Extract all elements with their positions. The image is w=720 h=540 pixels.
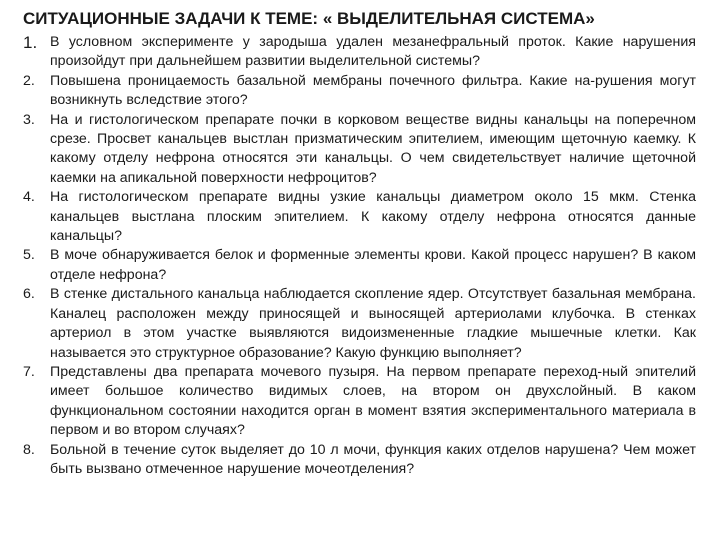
task-item-8 [23, 441, 696, 480]
task-text: На гистологическом препарате видны узкие канальцы диаметром около 15 мкм. Стенка канальцев выстлана плоским эпителием. К какому отделу нефрона относятся данные канальцы? [50, 189, 696, 245]
task-text: Представлены два препарата мочевого пузыря. На первом препарате переход-ный эпителий имеет большое количество видимых слоев, на втором он двухслойный. В каком функциональном состоянии находится орган в момент взятия экспериментального материала в первом и во втором случаях? [50, 363, 696, 439]
task-number: 8. [23, 441, 35, 458]
task-number: 7. [23, 363, 35, 380]
task-item-5 [23, 246, 696, 285]
task-item-6 [23, 285, 696, 363]
task-item-2 [23, 72, 696, 111]
task-number: 4. [23, 189, 35, 206]
task-number: 5. [23, 247, 35, 264]
task-item-3 [23, 111, 696, 189]
task-text: В моче обнаруживается белок и форменные элементы крови. Какой процесс нарушен? В каком отделе нефрона? [50, 247, 696, 283]
task-item-1 [23, 33, 696, 72]
task-number: 3. [23, 111, 35, 128]
task-number: 2. [23, 72, 35, 89]
task-text: На и гистологическом препарате почки в корковом веществе видны канальцы на поперечном срезе. Просвет канальцев выстлан призматическим эпителием, имеющим щеточную каемку. К какому отделу нефрона относятся эти канальцы. О чем свидетельствует наличие щеточной каемки на апикальной поверхности нефроцитов? [50, 111, 696, 186]
task-number: 1. [23, 33, 38, 52]
task-text: В условном эксперименте у зародыша удален мезанефральный проток. Какие нарушения произойдут при дальнейшем развитии выделительной системы? [50, 34, 696, 70]
task-item-4 [23, 188, 696, 246]
task-item-7 [23, 363, 696, 441]
page-title: СИТУАЦИОННЫЕ ЗАДАЧИ К ТЕМЕ: « ВЫДЕЛИТЕЛЬНАЯ СИСТЕМА» [23, 9, 595, 28]
task-number: 6. [23, 286, 35, 303]
task-list [23, 33, 696, 479]
task-text: Больной в течение суток выделяет до 10 л мочи, функция каких отделов нарушена? Чем может быть вызвано отмеченное нарушение мочеотделения? [50, 441, 696, 477]
task-text: В стенке дистального канальца наблюдается скопление ядер. Отсутствует базальная мембрана. Каналец расположен между приносящей и выносящей артериолами клубочка. В стенках артериол в этом участке выявляются видоизмененные гладкие мышечные клетки. Как называется это структурное образование? Какую функцию выполняет? [50, 286, 696, 361]
task-text: Повышена проницаемость базальной мембраны почечного фильтра. Какие на-рушения могут возникнуть вследствие этого? [50, 72, 696, 109]
